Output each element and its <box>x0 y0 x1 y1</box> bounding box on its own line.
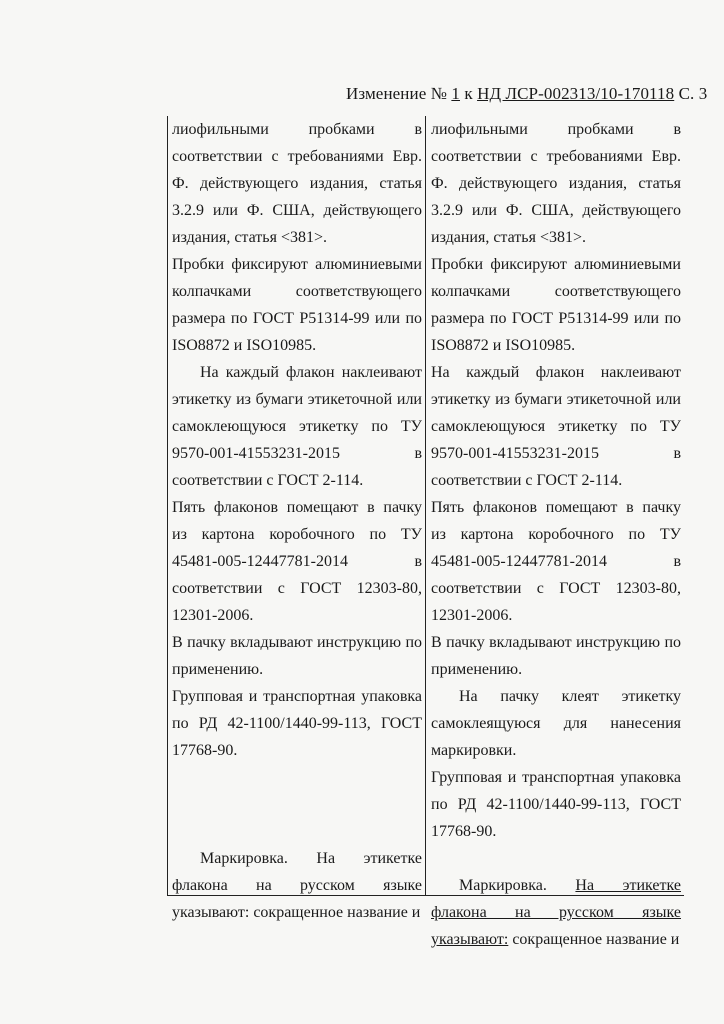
right-paragraph-stoppers: лиофильными пробками в соответствии с требованиями Евр. Ф. действующего издания, статья 3.2.9 или Ф. США, действующего издания, статья <381>. <box>431 121 681 246</box>
left-marking-title: Маркировка. <box>200 850 288 867</box>
right-marking-body-rest: сокращенное название и <box>508 931 680 948</box>
right-paragraph-label: На каждый флакон наклеивают этикетку из бумаги этикеточной или самоклеющуюся этикетку по ТУ 9570-001-41553231-2015 в соответствии с ГОСТ 2-114. <box>431 364 681 489</box>
page-header <box>346 84 708 104</box>
left-paragraph-label: На каждый флакон наклеивают этикетку из бумаги этикеточной или самоклеющуюся этикетку по ТУ 9570-001-41553231-2015 в соответствии с ГОСТ 2-114. <box>172 364 422 489</box>
column-divider <box>425 116 426 895</box>
left-paragraph-pack: Пять флаконов помещают в пачку из картона коробочного по ТУ 45481-005-12447781-2014 в соответствии с ГОСТ 12303-80, 12301-2006. <box>172 499 422 624</box>
right-paragraph-pack-label: На пачку клеят этикетку самоклеящуюся для нанесения маркировки. <box>431 688 681 759</box>
left-paragraph-caps: Пробки фиксируют алюминиевыми колпачками соответствующего размера по ГОСТ Р51314-99 или по ISO8872 и ISO10985. <box>172 256 422 354</box>
right-paragraph-group-packing: Групповая и транспортная упаковка по РД 42-1100/1440-99-113, ГОСТ 17768-90. <box>431 769 681 840</box>
comparison-table <box>167 116 684 948</box>
right-paragraph-instruction: В пачку вкладывают инструкцию по применению. <box>431 634 681 678</box>
right-marking-body-underlined: На этикетке флакона на русском языке указывают: <box>431 877 681 948</box>
right-paragraph-marking <box>431 872 681 953</box>
document-code: НД ЛСР-002313/10-170118 <box>477 84 675 103</box>
left-column-old-text <box>172 116 422 926</box>
right-paragraph-pack: Пять флаконов помещают в пачку из картона коробочного по ТУ 45481-005-12447781-2014 в соответствии с ГОСТ 12303-80, 12301-2006. <box>431 499 681 624</box>
right-column-new-text <box>431 116 681 953</box>
right-paragraph-caps: Пробки фиксируют алюминиевыми колпачками соответствующего размера по ГОСТ Р51314-99 или по ISO8872 и ISO10985. <box>431 256 681 354</box>
left-marking-body: На этикетке флакона на русском языке указывают: сокращенное название и <box>172 850 422 921</box>
change-number: 1 <box>451 84 460 103</box>
header-prefix: Изменение № <box>346 84 448 103</box>
page-label: С. <box>678 84 695 103</box>
right-marking-title: Маркировка. <box>459 877 547 894</box>
left-paragraph-marking <box>172 845 422 926</box>
page-number: 3 <box>698 84 708 103</box>
left-paragraph-stoppers: лиофильными пробками в соответствии с требованиями Евр. Ф. действующего издания, статья 3.2.9 или Ф. США, действующего издания, статья <381>. <box>172 121 422 246</box>
left-paragraph-instruction: В пачку вкладывают инструкцию по применению. <box>172 634 422 678</box>
left-paragraph-group-packing: Групповая и транспортная упаковка по РД 42-1100/1440-99-113, ГОСТ 17768-90. <box>172 688 422 759</box>
header-to: к <box>464 84 473 103</box>
